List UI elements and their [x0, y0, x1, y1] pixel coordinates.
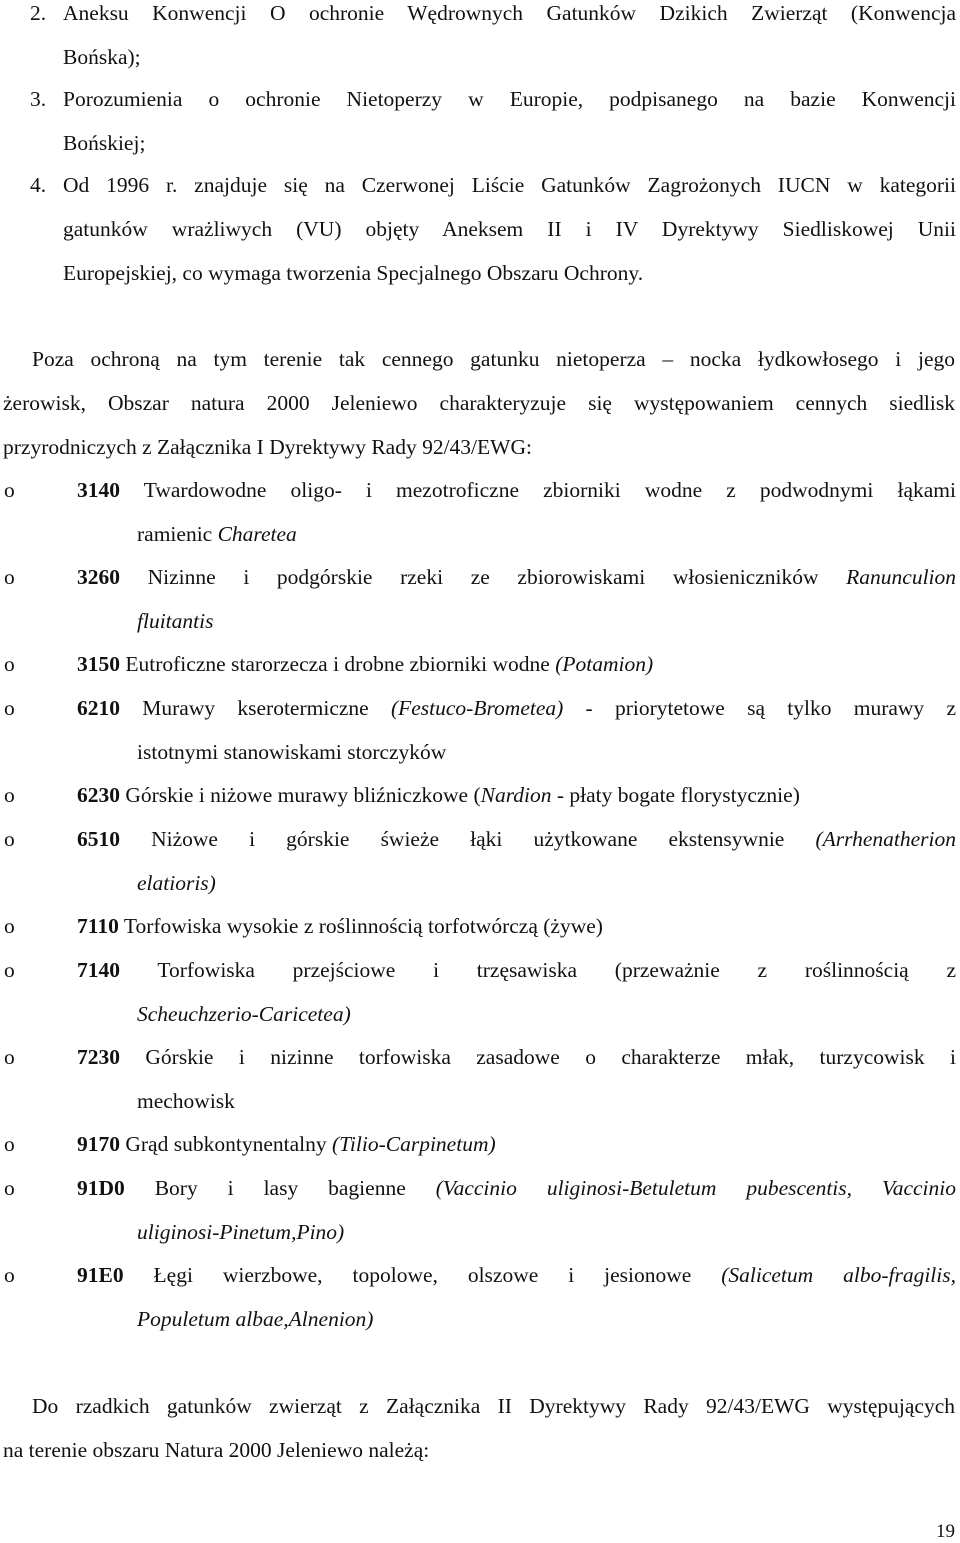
bullet-icon: o	[4, 914, 15, 938]
bullet-icon: o	[4, 1045, 15, 1069]
habitat-description: Grąd subkontynentalny	[125, 1132, 332, 1156]
paragraph-line: Do rzadkich gatunków zwierząt z Załącznika II Dyrektywy Rady 92/43/EWG występujących	[32, 1394, 955, 1418]
list-item-text-line: Bońskiej;	[63, 131, 146, 155]
habitat-code: 9170	[77, 1132, 120, 1156]
habitat-description: Niżowe i górskie świeże łąki użytkowane ekstensywnie	[151, 827, 816, 851]
list-number: 2.	[30, 1, 47, 25]
list-item-text-line: Porozumienia o ochronie Nietoperzy w Europie, podpisanego na bazie Konwencji	[63, 87, 956, 111]
habitat-item-91D0	[0, 1166, 960, 1254]
bullet-icon: o	[4, 783, 15, 807]
habitat-description: Nizinne i podgórskie rzeki ze zbiorowiskami włosieniczników	[147, 565, 847, 589]
habitat-item-91E0	[0, 1253, 960, 1341]
habitat-latin-name: (Vaccinio uliginosi-Betuletum pubescentis, Vaccinio	[435, 1176, 956, 1200]
habitat-code: 7230	[77, 1045, 120, 1069]
paragraph-line: na terenie obszaru Natura 2000 Jeleniewo należą:	[3, 1438, 430, 1462]
list-number: 4.	[30, 173, 47, 197]
habitat-item-6210	[0, 686, 960, 774]
paragraph-line: Poza ochroną na tym terenie tak cennego gatunku nietoperza – nocka łydkowłosego i jego	[32, 347, 955, 371]
habitat-code: 3150	[77, 652, 120, 676]
paragraph-line: przyrodniczych z Załącznika I Dyrektywy Rady 92/43/EWG:	[3, 435, 532, 459]
paragraph-line: żerowisk, Obszar natura 2000 Jeleniewo charakteryzuje się występowaniem cennych siedlisk	[3, 391, 955, 415]
bullet-icon: o	[4, 565, 15, 589]
habitat-latin-name: elatioris)	[137, 871, 216, 895]
habitat-latin-name: Scheuchzerio-Caricetea)	[137, 1002, 351, 1026]
habitat-code: 6510	[77, 827, 120, 851]
habitat-description: mechowisk	[137, 1089, 235, 1113]
habitat-description: Górskie i niżowe murawy bliźniczkowe (	[125, 783, 481, 807]
habitat-latin-name: Populetum albae,Alnenion)	[137, 1307, 374, 1331]
habitat-latin-name: Nardion	[480, 783, 552, 807]
list-item-text-line: Aneksu Konwencji O ochronie Wędrownych Gatunków Dzikich Zwierząt (Konwencja	[63, 1, 956, 25]
intro-paragraph	[3, 337, 955, 469]
habitat-description: istotnymi stanowiskami storczyków	[137, 740, 447, 764]
habitat-latin-name: (Salicetum albo-fragilis,	[721, 1263, 956, 1287]
list-item-3	[30, 77, 956, 165]
bullet-icon: o	[4, 1176, 15, 1200]
bullet-icon: o	[4, 958, 15, 982]
habitat-code: 6230	[77, 783, 120, 807]
habitat-item-7140	[0, 948, 960, 1036]
habitat-item-3260	[0, 555, 960, 643]
habitat-latin-name: (Arrhenatherion	[815, 827, 956, 851]
habitat-description: - priorytetowe są tylko murawy z	[563, 696, 956, 720]
bullet-icon: o	[4, 827, 15, 851]
list-number: 3.	[30, 87, 47, 111]
habitat-description: Górskie i nizinne torfowiska zasadowe o charakterze młak, turzycowisk i	[145, 1045, 957, 1069]
bullet-icon: o	[4, 696, 15, 720]
habitat-latin-name: fluitantis	[137, 609, 214, 633]
habitat-code: 6210	[77, 696, 120, 720]
habitat-description: Twardowodne oligo- i mezotroficzne zbiorniki wodne z podwodnymi łąkami	[143, 478, 956, 502]
habitat-description: - płaty bogate florystycznie)	[551, 783, 800, 807]
habitat-description: ramienic	[137, 522, 218, 546]
habitat-item-6230	[0, 773, 960, 817]
list-item-text-line: gatunków wrażliwych (VU) objęty Aneksem II i IV Dyrektywy Siedliskowej Unii	[63, 217, 956, 241]
list-item-4	[30, 163, 956, 295]
habitat-code: 7140	[77, 958, 120, 982]
habitat-description: Torfowiska przejściowe i trzęsawiska (przeważnie z roślinnością z	[157, 958, 956, 982]
habitat-description: Bory i lasy bagienne	[154, 1176, 436, 1200]
bullet-icon: o	[4, 1132, 15, 1156]
habitat-code: 3260	[77, 565, 120, 589]
habitat-latin-name: (Tilio-Carpinetum)	[331, 1132, 496, 1156]
habitat-latin-name: Ranunculion	[846, 565, 957, 589]
list-item-text-line: Bońska);	[63, 45, 141, 69]
habitat-code: 91E0	[77, 1263, 124, 1287]
habitat-latin-name: (Festuco-Brometea)	[390, 696, 564, 720]
habitat-item-6510	[0, 817, 960, 905]
habitat-description: Murawy kserotermiczne	[142, 696, 391, 720]
habitat-description: Torfowiska wysokie z roślinnością torfotwórczą (żywe)	[123, 914, 603, 938]
habitat-description: Eutroficzne starorzecza i drobne zbiorniki wodne	[125, 652, 556, 676]
habitat-description: Łęgi wierzbowe, topolowe, olszowe i jesionowe	[153, 1263, 722, 1287]
habitat-item-7110	[0, 904, 960, 948]
bullet-icon: o	[4, 652, 15, 676]
habitat-item-9170	[0, 1122, 960, 1166]
habitat-item-7230	[0, 1035, 960, 1123]
page-number: 19	[936, 1521, 955, 1542]
habitat-code: 3140	[77, 478, 120, 502]
habitat-latin-name: uliginosi-Pinetum,Pino)	[137, 1220, 345, 1244]
habitat-item-3150	[0, 642, 960, 686]
bullet-icon: o	[4, 478, 15, 502]
list-item-text-line: Od 1996 r. znajduje się na Czerwonej Liście Gatunków Zagrożonych IUCN w kategorii	[63, 173, 956, 197]
list-item-text-line: Europejskiej, co wymaga tworzenia Specjalnego Obszaru Ochrony.	[63, 261, 644, 285]
habitat-item-3140	[0, 468, 960, 556]
habitat-latin-name: (Potamion)	[555, 652, 654, 676]
list-item-2	[30, 0, 956, 79]
habitat-code: 7110	[77, 914, 119, 938]
habitat-code: 91D0	[77, 1176, 125, 1200]
habitat-latin-name: Charetea	[217, 522, 297, 546]
closing-paragraph	[3, 1384, 955, 1472]
bullet-icon: o	[4, 1263, 15, 1287]
